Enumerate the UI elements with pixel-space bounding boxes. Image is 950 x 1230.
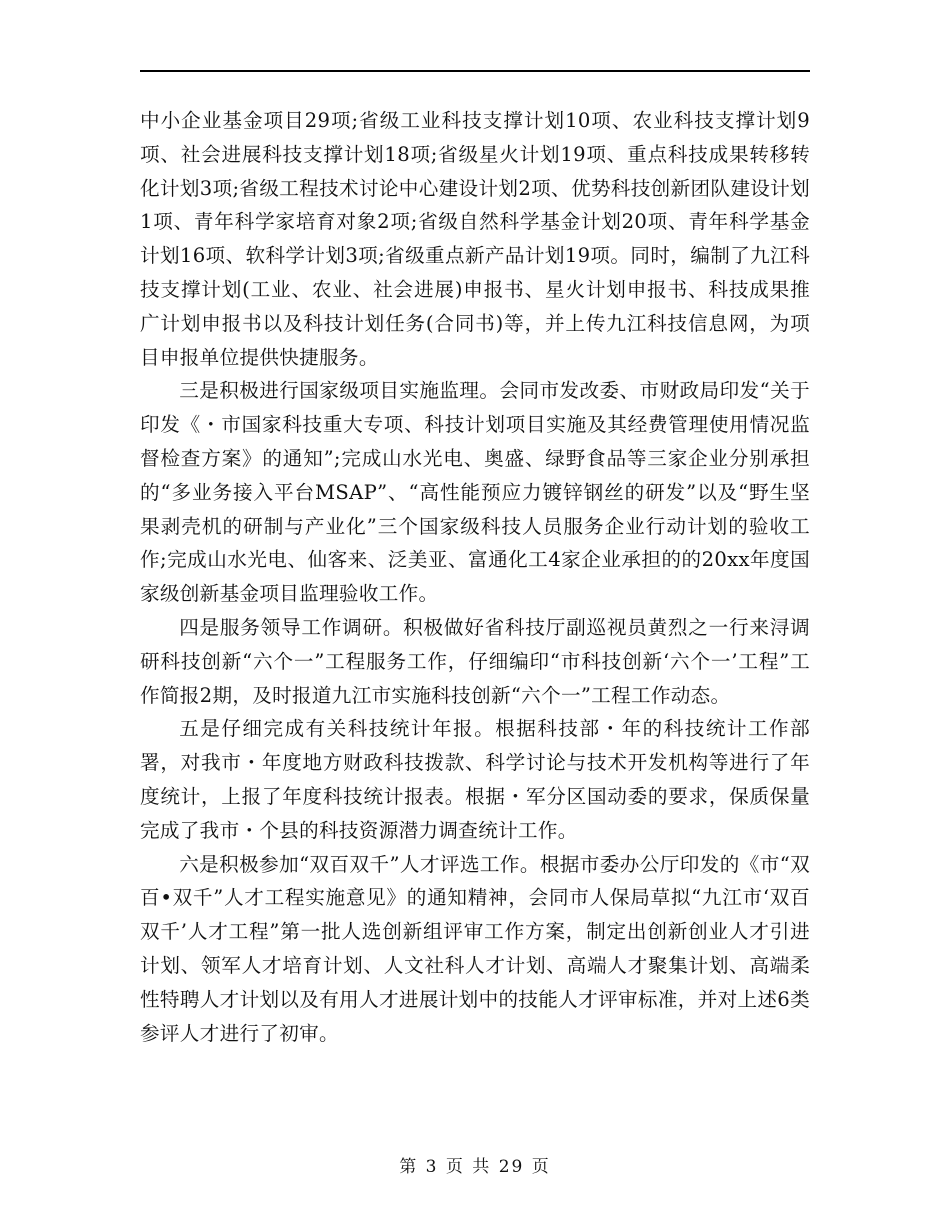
paragraph-item-4: 四是服务领导工作调研。积极做好省科技厅副巡视员黄烈之一行来浔调研科技创新“六个一”工程服务工作，仔细编印“市科技创新‘六个一’工程”工作简报2期，及时报道九江市实施科技创新“六个一”工程工作动态。 [140, 615, 810, 707]
paragraph-item-6: 六是积极参加“双百双千”人才评选工作。根据市委办公厅印发的《市“双百•双千”人才工程实施意见》的通知精神，会同市人保局草拟“九江市‘双百双千’人才工程”第一批人选创新组评审工作方案，制定出创新创业人才引进计划、领军人才培育计划、人文社科人才计划、高端人才聚集计划、高端柔性特聘人才计划以及有用人才进展计划中的技能人才评审标准，并对上述6类参评人才进行了初审。 [140, 852, 810, 1045]
paragraph-item-5: 五是仔细完成有关科技统计年报。根据科技部・年的科技统计工作部署，对我市・年度地方财政科技拨款、科学讨论与技术开发机构等进行了年度统计，上报了年度科技统计报表。根据・军分区国动委的要求，保质保量完成了我市・个县的科技资源潜力调查统计工作。 [140, 717, 810, 842]
page-number-footer: 第 3 页 共 29 页 [399, 1157, 551, 1177]
document-body [140, 104, 810, 1050]
header-rule [140, 70, 810, 72]
paragraph-continuation: 中小企业基金项目29项;省级工业科技支撑计划10项、农业科技支撑计划9项、社会进展科技支撑计划18项;省级星火计划19项、重点科技成果转移转化计划3项;省级工程技术讨论中心建设计划2项、优势科技创新团队建设计划1项、青年科学家培育对象2项;省级自然科学基金计划20项、青年科学基金计划16项、软科学计划3项;省级重点新产品计划19项。同时，编制了九江科技支撑计划(工业、农业、社会进展)申报书、星火计划申报书、科技成果推广计划申报书以及科技计划任务(合同书)等，并上传九江科技信息网，为项目申报单位提供快捷服务。 [140, 109, 810, 369]
paragraph-item-3: 三是积极进行国家级项目实施监理。会同市发改委、市财政局印发“关于印发《・市国家科技重大专项、科技计划项目实施及其经费管理使用情况监督检查方案》的通知”;完成山水光电、奥盛、绿野食品等三家企业分别承担的“多业务接入平台MSAP”、“高性能预应力镀锌钢丝的研发”以及“野生坚果剥壳机的研制与产业化”三个国家级科技人员服务企业行动计划的验收工作;完成山水光电、仙客来、泛美亚、富通化工4家企业承担的的20xx年度国家级创新基金项目监理验收工作。 [140, 379, 810, 606]
